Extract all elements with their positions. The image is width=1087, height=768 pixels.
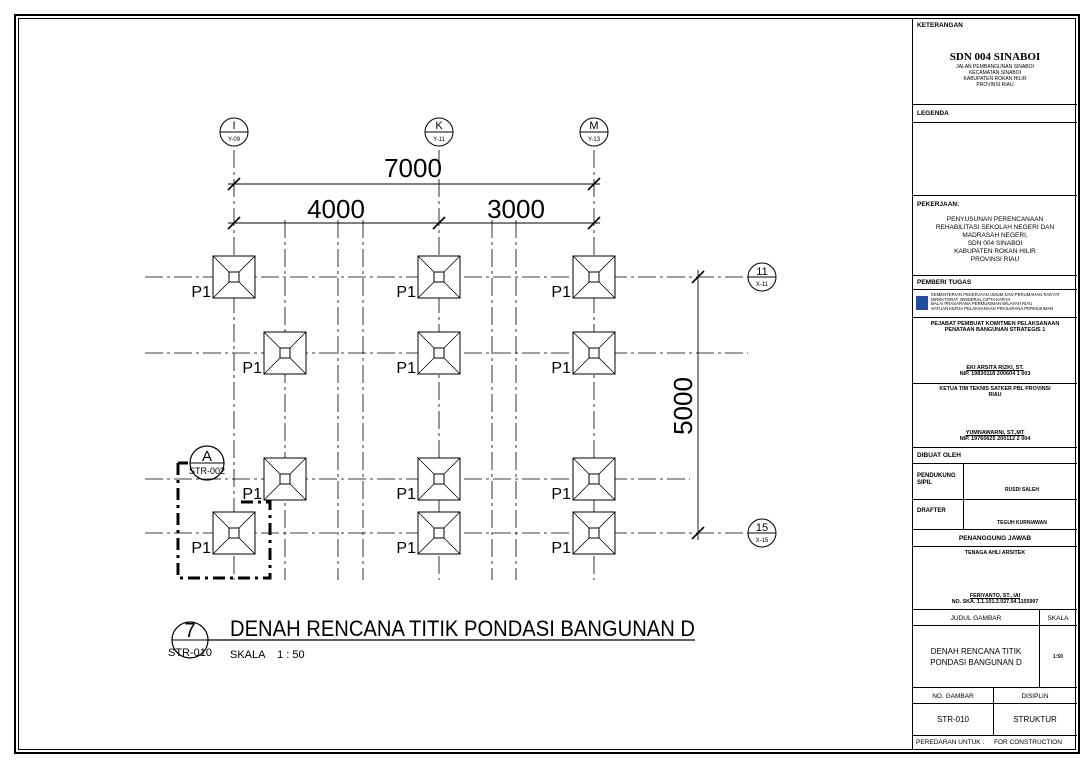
- footing-p1: [242, 332, 306, 377]
- ministry-line-4: SATUAN KERJA PELAKSANAAN PRASARANA PERMUKIMAN: [931, 305, 1054, 311]
- grid-bubble-K-ref: Y-11: [433, 137, 445, 143]
- skala-label: SKALA: [1047, 615, 1069, 622]
- drafter-name: TEGUH KURNIAWAN: [997, 520, 1047, 526]
- pekerjaan-section: [913, 196, 1077, 276]
- ketua-name: YUMNAWARNI, ST.,MT: [965, 430, 1025, 436]
- footing-label: P1: [191, 284, 211, 301]
- no-gambar-section: [913, 704, 1077, 736]
- detail-callout-ref: STR-002: [188, 466, 226, 476]
- footing-p1: [551, 512, 615, 557]
- dimension-left-span: 4000: [307, 194, 365, 224]
- ministry-logo-icon: [916, 296, 928, 310]
- footing-p1: [396, 512, 460, 557]
- footing-label: P1: [551, 284, 571, 301]
- dimension-right-span: 3000: [487, 194, 545, 224]
- address-line-4: PROVINSI RIAU: [976, 82, 1014, 88]
- pejabat-line-1: PEJABAT PEMBUAT KOMITMEN PELAKSANAAN: [930, 321, 1060, 327]
- skala-value: 1:50: [1052, 654, 1063, 660]
- footing-label: P1: [551, 360, 571, 377]
- judul-header: [913, 610, 1077, 626]
- footing-p1: [551, 458, 615, 503]
- penanggung-jawab-header: [913, 530, 1077, 547]
- footing-label: P1: [396, 540, 416, 557]
- ketua-nip: NIP. 19760625 200112 2 004: [959, 436, 1031, 442]
- address-line-3: KABUPATEN ROKAN HILIR: [963, 76, 1027, 82]
- judul-line-1: DENAH RENCANA TITIK: [930, 647, 1022, 656]
- dimension-overall: 7000: [384, 153, 442, 183]
- no-gambar-value: STR-010: [936, 715, 969, 724]
- footing-p1: [191, 512, 255, 557]
- legenda-area: [913, 123, 1077, 196]
- grid-bubble-11-ref: X-11: [755, 282, 769, 288]
- pendukung-name: RUSDI SALEH: [1005, 487, 1039, 493]
- ketua-line-1: KETUA TIM TEKNIS SATKER PBL PROVINSI: [939, 386, 1051, 392]
- footing-label: P1: [396, 486, 416, 503]
- footing-label: P1: [191, 540, 211, 557]
- footing-p1: [396, 458, 460, 503]
- disiplin-label: DISIPLIN: [1021, 693, 1049, 700]
- footing-p1: [396, 332, 460, 377]
- address-line-1: JALAN PEMBANGUNAN SINABOI: [956, 64, 1034, 70]
- school-name: SDN 004 SINABOI: [949, 51, 1041, 63]
- footings: [188, 256, 615, 557]
- pekerjaan-line-6: PROVINSI RIAU: [970, 256, 1020, 263]
- drawing-scale: SKALA 1 : 50: [230, 649, 305, 661]
- keterangan-label: KETERANGAN: [917, 22, 963, 29]
- dibuat-oleh-header: [913, 448, 1077, 464]
- penanggung-jawab-label: PENANGGUNG JAWAB: [958, 535, 1032, 542]
- drafter-label: DRAFTER: [917, 508, 946, 514]
- title-mark-number: 7: [184, 620, 196, 642]
- grid-bubble-M-id: M: [589, 120, 599, 132]
- pj-ska: NO. SKA. 1.1.101.2.027.04.1155997: [951, 599, 1039, 605]
- disiplin-value: STRUKTUR: [1013, 715, 1057, 724]
- peredaran-label: PEREDARAN UNTUK :: [916, 739, 985, 746]
- grid-bubble-15-id: 15: [755, 522, 769, 534]
- pekerjaan-line-5: KABUPATEN ROKAN HILIR: [954, 248, 1036, 255]
- pendukung-label-2: SIPIL: [917, 480, 933, 486]
- grid-bubble-I-id: I: [232, 120, 236, 132]
- pekerjaan-label: PEKERJAAN:: [917, 201, 960, 208]
- dibuat-oleh-label: DIBUAT OLEH: [917, 452, 961, 459]
- pejabat-line-2: PENATAAN BANGUNAN STRATEGIS 1: [944, 327, 1046, 333]
- peredaran-section: [913, 736, 1077, 750]
- detail-callout-id: A: [201, 448, 213, 465]
- ministry-line-1: KEMENTERIAN PEKERJAAN UMUM DAN PERUMAHAN RAKYAT: [931, 292, 1061, 297]
- footing-label: P1: [551, 540, 571, 557]
- footing-label: P1: [551, 486, 571, 503]
- footing-label: P1: [396, 284, 416, 301]
- ketua-line-2: RIAU: [988, 392, 1002, 398]
- judul-line-2: PONDASI BANGUNAN D: [930, 658, 1022, 667]
- judul-gambar-label: JUDUL GAMBAR: [950, 615, 1002, 622]
- dimension-vertical: 5000: [668, 377, 698, 435]
- ministry-section: [913, 290, 1077, 318]
- pekerjaan-line-2: REHABILITASI SEKOLAH NEGERI DAN: [935, 224, 1055, 231]
- pekerjaan-line-4: SDN 004 SINABOI: [967, 240, 1023, 247]
- title-mark-sheet: STR-010: [167, 647, 213, 659]
- pekerjaan-line-1: PENYUSUNAN PERENCANAAN: [946, 216, 1044, 223]
- pendukung-section: [913, 464, 1077, 500]
- footing-label: P1: [242, 486, 262, 503]
- grid-bubble-11-id: 11: [756, 266, 768, 278]
- grid-bubble-I-ref: Y-09: [227, 137, 241, 143]
- legenda-label: LEGENDA: [917, 110, 949, 117]
- no-gambar-header: [913, 688, 1077, 704]
- address-line-2: KECAMATAN SINABOI: [968, 70, 1022, 76]
- pejabat-nip: NIP. 19830118 200604 1 003: [959, 371, 1031, 377]
- footing-p1: [191, 256, 255, 301]
- tenaga-ahli-label: TENAGA AHLI ARSITEK: [964, 550, 1026, 556]
- peredaran-value: FOR CONSTRUCTION: [994, 739, 1062, 746]
- footing-p1: [551, 256, 615, 301]
- pemberi-tugas-label: PEMBERI TUGAS: [917, 279, 972, 286]
- title-block: [912, 18, 1076, 750]
- no-gambar-label: NO. GAMBAR: [932, 693, 974, 700]
- ministry-line-2: DIREKTORAT JENDERAL CIPTA KARYA: [931, 296, 1011, 302]
- pejabat-name: EKI ARSITA RIZKI, ST.: [966, 365, 1024, 371]
- footing-p1: [396, 256, 460, 301]
- legenda-header: [913, 105, 1077, 123]
- pekerjaan-line-3: MADRASAH NEGERI,: [962, 232, 1028, 239]
- drafter-section: [913, 500, 1077, 530]
- pendukung-label-1: PENDUKUNG: [917, 473, 956, 479]
- grid-bubble-M-ref: Y-13: [587, 137, 601, 143]
- grid-bubble-K-id: K: [435, 120, 443, 132]
- pj-name: FERIYANTO, ST., IAI: [969, 593, 1021, 599]
- keterangan-section: [913, 18, 1077, 105]
- footing-label: P1: [242, 360, 262, 377]
- footing-p1: [242, 458, 306, 503]
- pemberi-tugas-header: [913, 276, 1077, 290]
- footing-p1: [551, 332, 615, 377]
- grid-bubble-15-ref: X-15: [755, 538, 769, 544]
- footing-label: P1: [396, 360, 416, 377]
- ketua-section: [913, 384, 1077, 448]
- judul-section: [913, 626, 1077, 688]
- drawing-title: DENAH RENCANA TITIK PONDASI BANGUNAN D: [230, 616, 695, 641]
- penanggung-jawab-section: [913, 547, 1077, 610]
- pejabat-section: [913, 318, 1077, 384]
- ministry-line-3: BALAI PRASARANA PERMUKIMAN WILAYAH RIAU: [931, 301, 1033, 307]
